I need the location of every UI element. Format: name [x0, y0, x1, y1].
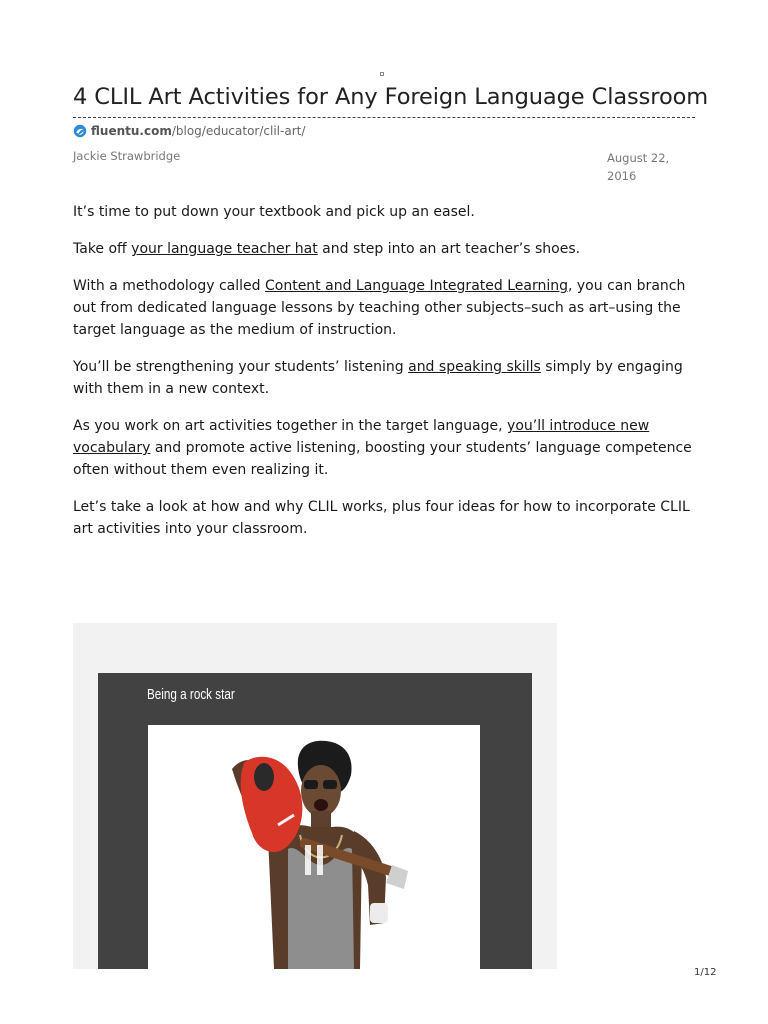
paragraph-text: Take off [73, 241, 132, 257]
source-domain: fluentu.com [91, 124, 172, 138]
paragraph: It’s time to put down your textbook and pick up an easel. [73, 204, 475, 220]
paragraph-text: and step into an art teacher’s shoes. [317, 241, 581, 257]
article-body [73, 201, 693, 555]
link-clil[interactable]: Content and Language Integrated Learning [264, 278, 568, 294]
paragraph-text: You’ll be strengthening your students’ listening [73, 359, 409, 375]
pause-button[interactable] [296, 834, 332, 886]
publish-date [607, 149, 687, 185]
title-divider [73, 117, 695, 118]
paragraph-text: simply by engaging with them in a new context. [73, 359, 683, 397]
page-number: 1/12 [694, 967, 717, 978]
publish-date-line1: August 22, [607, 151, 670, 165]
link-speaking-skills[interactable]: and speaking skills [408, 359, 541, 375]
paragraph [73, 238, 693, 260]
video-caption: Being a rock star [147, 686, 235, 703]
link-introduce-vocabulary[interactable]: you’ll introduce new vocabulary [73, 418, 650, 456]
paragraph [73, 415, 693, 481]
video-embed[interactable] [73, 623, 557, 969]
paragraph-text: With a methodology called [73, 278, 265, 294]
paragraph-text: and promote active listening, boosting your students’ language competence often without them even realizing it. [73, 440, 692, 478]
fluentu-logo-icon [73, 124, 87, 138]
source-url[interactable] [73, 123, 305, 139]
paragraph-text: , you can branch out from dedicated language lessons by teaching other subjects–such as art–using the target language as the medium of instruction. [73, 278, 686, 338]
link-language-teacher-hat[interactable]: your language teacher hat [131, 241, 318, 257]
article-title: 4 CLIL Art Activities for Any Foreign Language Classroom [73, 84, 709, 110]
page-marker [380, 72, 384, 76]
paragraph [73, 356, 693, 400]
paragraph [73, 275, 693, 341]
pause-icon [303, 843, 325, 877]
paragraph-text: As you work on art activities together in the target language, [73, 418, 508, 434]
publish-date-line2: 2016 [607, 169, 637, 183]
paragraph: Let’s take a look at how and why CLIL works, plus four ideas for how to incorporate CLIL art activities into your classroom. [73, 499, 690, 537]
source-path: /blog/educator/clil-art/ [171, 124, 306, 138]
video-screen[interactable] [148, 725, 480, 969]
author-name: Jackie Strawbridge [73, 149, 181, 163]
